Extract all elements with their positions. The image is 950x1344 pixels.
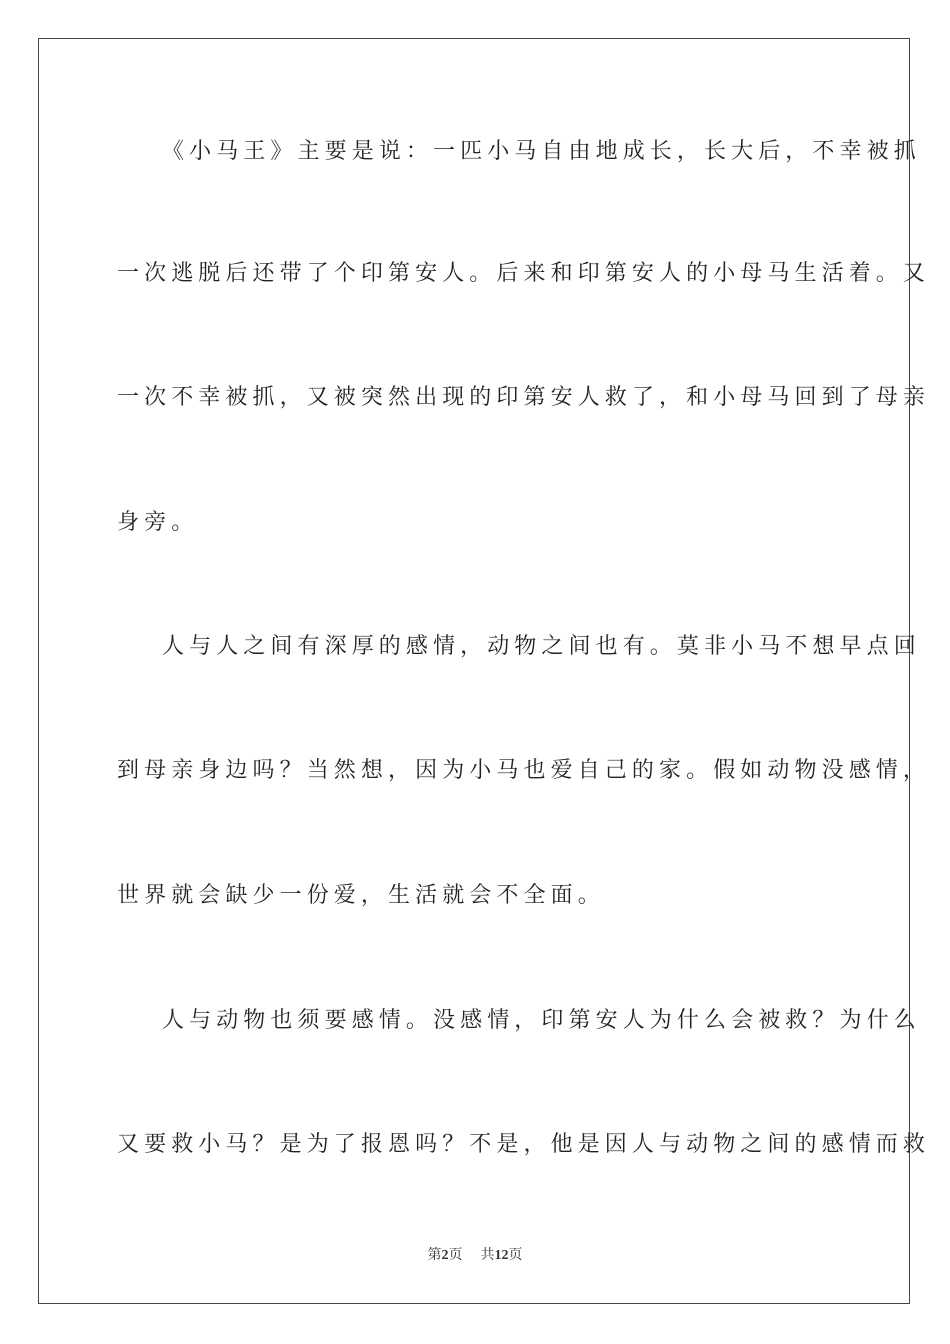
paragraph-3-line-1: 人与动物也须要感情。没感情，印第安人为什么会被救？为什么	[162, 1008, 921, 1033]
footer-page-number: 2	[441, 1248, 449, 1263]
page-border	[38, 38, 931, 1304]
page-footer	[0, 1244, 950, 1264]
paragraph-1-line-1: 《小马王》主要是说：一匹小马自由地成长，长大后，不幸被抓	[162, 139, 921, 164]
footer-total-pages: 12	[494, 1248, 509, 1263]
paragraph-1-line-2: 一次逃脱后还带了个印第安人。后来和印第安人的小母马生活着。又	[117, 261, 931, 286]
paragraph-2-line-1: 人与人之间有深厚的感情，动物之间也有。莫非小马不想早点回	[162, 634, 921, 659]
paragraph-2-line-3: 世界就会缺少一份爱，生活就会不全面。	[117, 883, 605, 908]
footer-page-unit: 页	[448, 1248, 463, 1263]
footer-total-prefix: 共	[480, 1248, 495, 1263]
footer-page-prefix: 第	[427, 1248, 442, 1263]
paragraph-1-line-4: 身旁。	[117, 510, 199, 535]
footer-total-unit: 页	[508, 1248, 523, 1263]
paragraph-1-line-3: 一次不幸被抓，又被突然出现的印第安人救了，和小母马回到了母亲	[117, 385, 931, 410]
paragraph-3-line-2: 又要救小马？是为了报恩吗？不是，他是因人与动物之间的感情而救	[117, 1132, 931, 1157]
paragraph-2-line-2: 到母亲身边吗？当然想，因为小马也爱自己的家。假如动物没感情，	[117, 758, 931, 783]
